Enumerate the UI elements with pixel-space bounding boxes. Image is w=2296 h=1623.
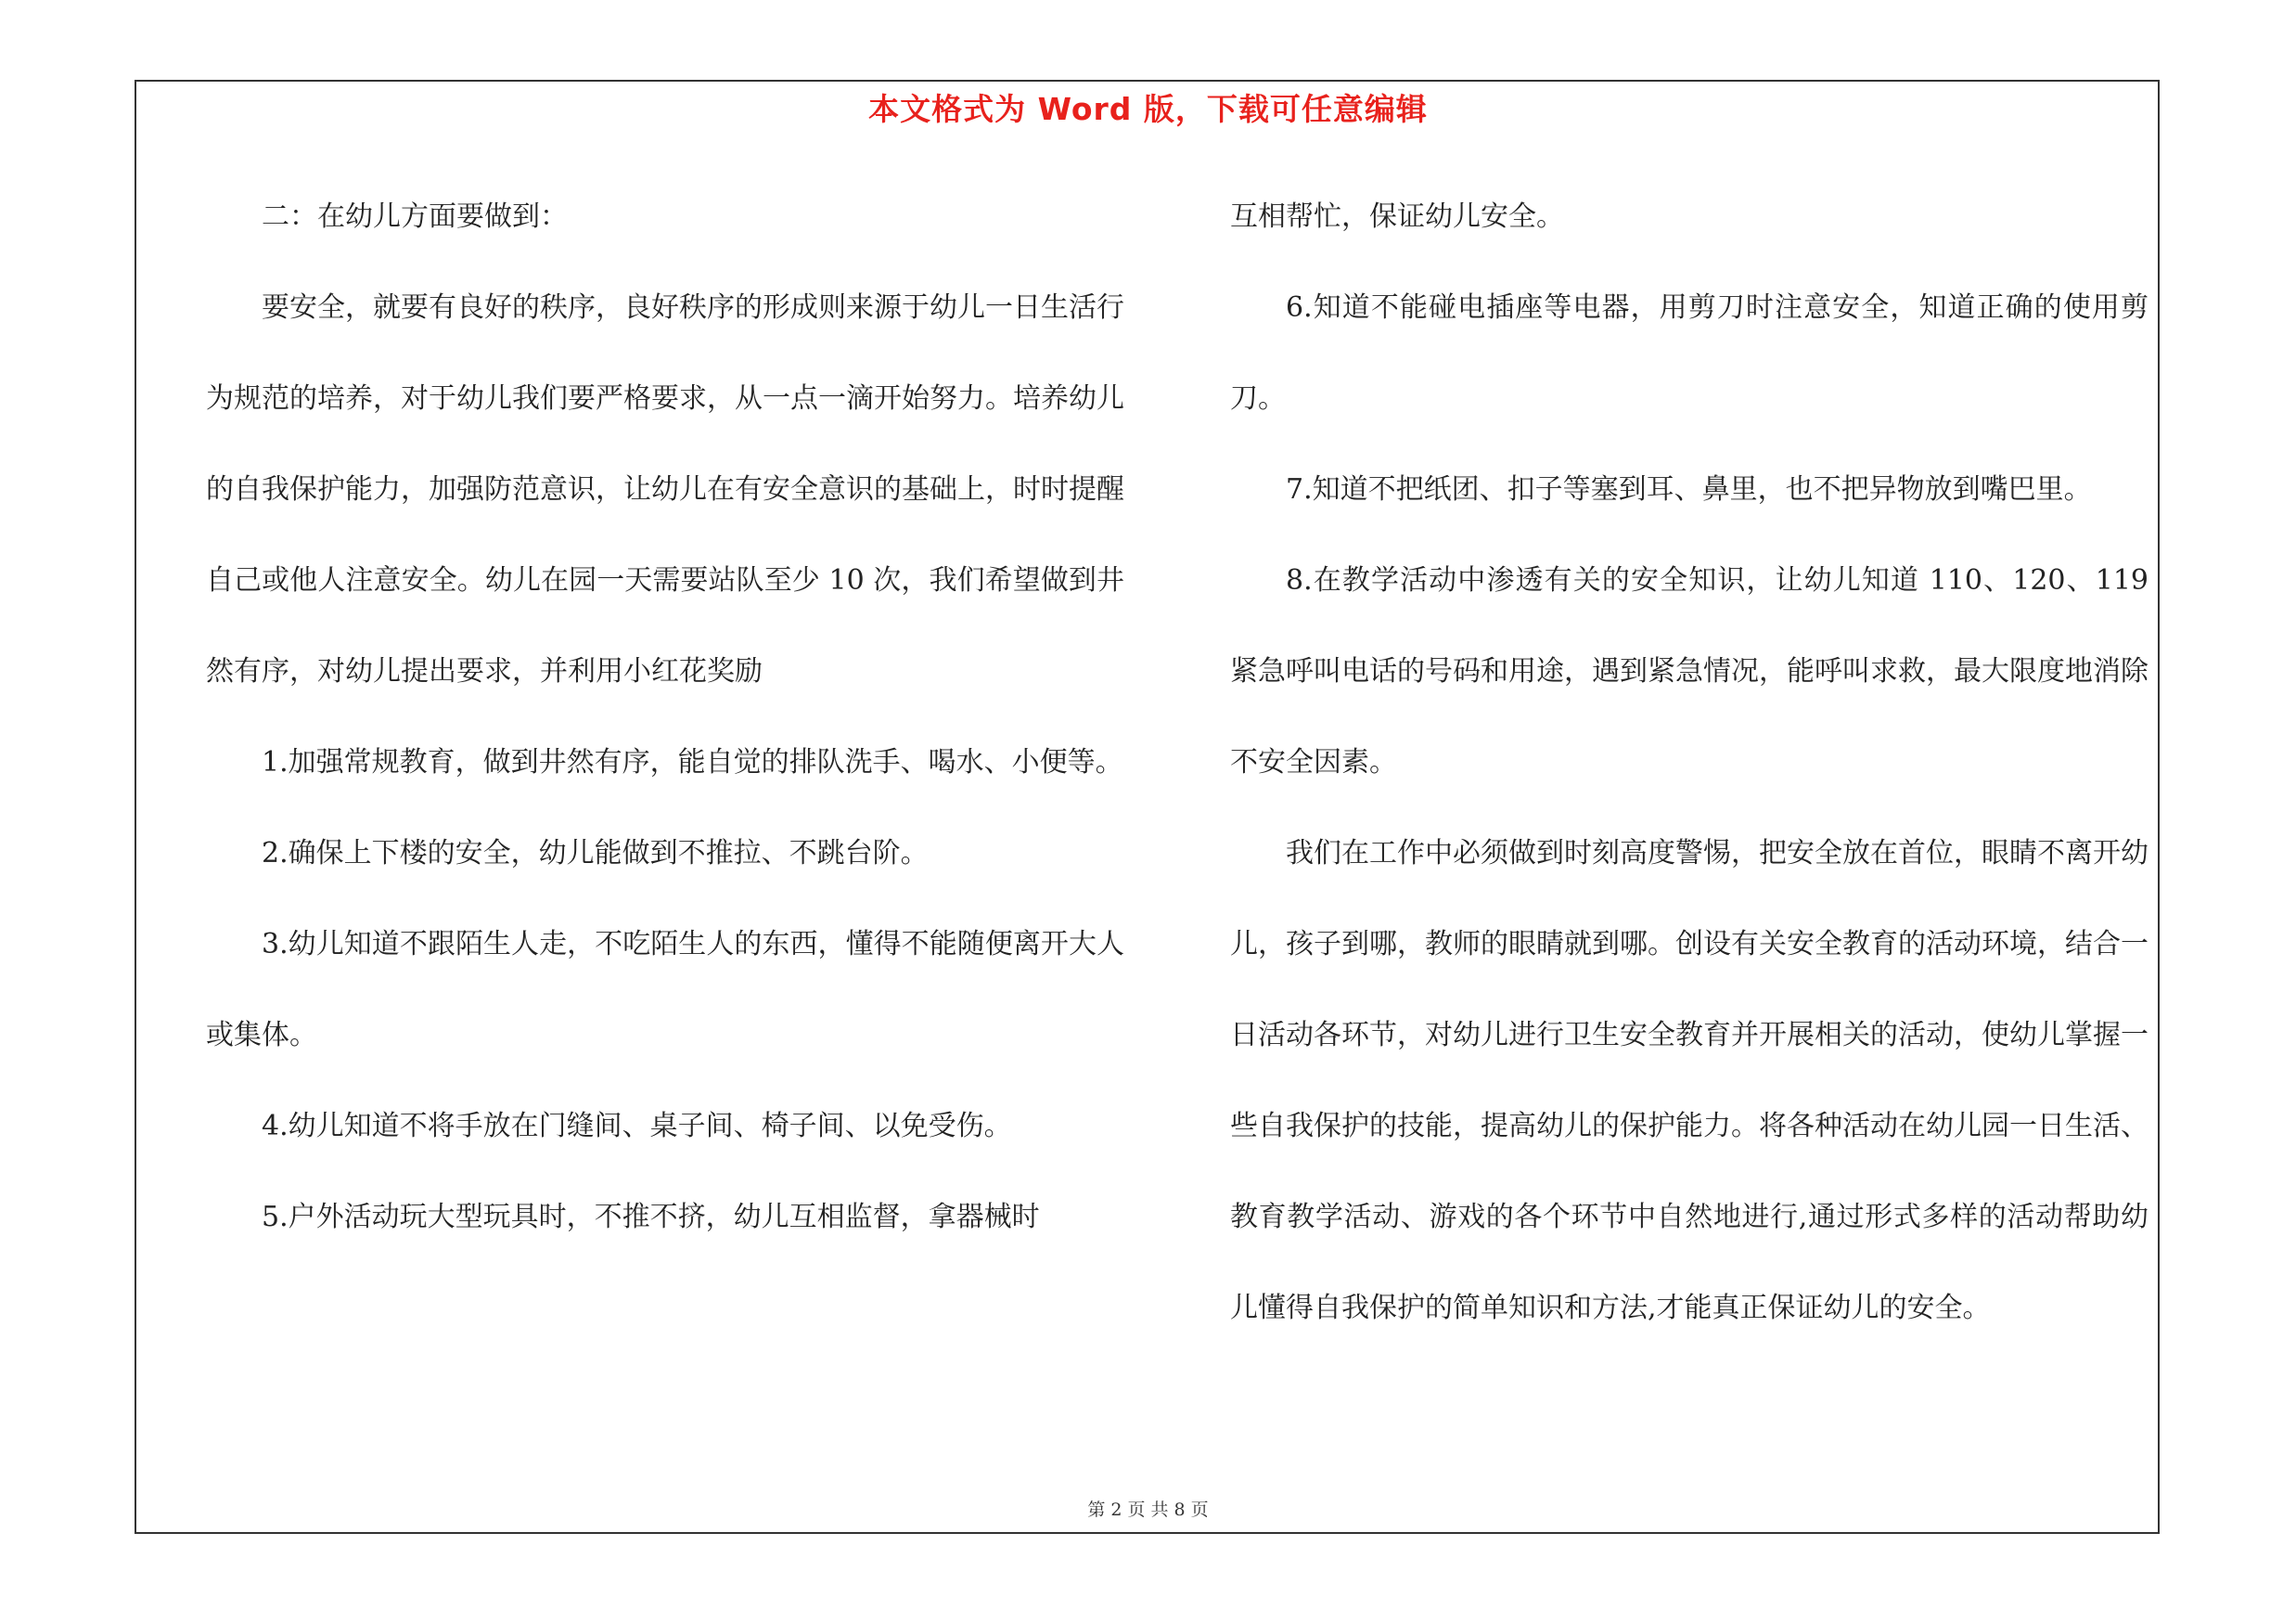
- list-item-7: 7.知道不把纸团、扣子等塞到耳、鼻里，也不把异物放到嘴巴里。: [1286, 473, 2092, 506]
- list-item-8: 8.在教学活动中渗透有关的安全知识，让幼儿知道 110、120、119 紧急呼叫电话的号码和用途，遇到紧急情况，能呼叫求救，最大限度地消除不安全因素。: [1230, 564, 2148, 779]
- section-heading: 二：在幼儿方面要做到：: [262, 200, 568, 233]
- list-item-4: 4.幼儿知道不将手放在门缝间、桌子间、椅子间、以免受伤。: [262, 1110, 1012, 1142]
- right-column: [1230, 172, 2148, 1354]
- left-column: [206, 172, 1124, 1263]
- closing-paragraph: 我们在工作中必须做到时刻高度警惕，把安全放在首位，眼睛不离开幼儿，孩子到哪，教师的眼睛就到哪。创设有关安全教育的活动环境，结合一日活动各环节，对幼儿进行卫生安全教育并开展相关的活动，使幼儿掌握一些自我保护的技能，提高幼儿的保护能力。将各种活动在幼儿园一日生活、教育教学活动、游戏的各个环节中自然地进行,通过形式多样的活动帮助幼儿懂得自我保护的简单知识和方法,才能真正保证幼儿的安全。: [1230, 837, 2148, 1324]
- list-item-1: 1.加强常规教育，做到井然有序，能自觉的排队洗手、喝水、小便等。: [262, 746, 1123, 779]
- list-item-5-continuation: 互相帮忙，保证幼儿安全。: [1230, 200, 1564, 233]
- list-item-2: 2.确保上下楼的安全，幼儿能做到不推拉、不跳台阶。: [262, 837, 929, 869]
- list-item-6: 6.知道不能碰电插座等电器，用剪刀时注意安全，知道正确的使用剪刀。: [1230, 291, 2148, 415]
- list-item-3: 3.幼儿知道不跟陌生人走，不吃陌生人的东西，懂得不能随便离开大人或集体。: [206, 928, 1124, 1051]
- page-number: 第 2 页 共 8 页: [1087, 1500, 1209, 1520]
- intro-paragraph: 要安全，就要有良好的秩序，良好秩序的形成则来源于幼儿一日生活行为规范的培养，对于幼儿我们要严格要求，从一点一滴开始努力。培养幼儿的自我保护能力，加强防范意识，让幼儿在有安全意识的基础上，时时提醒自己或他人注意安全。幼儿在园一天需要站队至少 10 次，我们希望做到井然有序，对幼儿提出要求，并利用小红花奖励: [206, 291, 1124, 688]
- format-banner: 本文格式为 Word 版，下载可任意编辑: [868, 91, 1428, 127]
- list-item-5: 5.户外活动玩大型玩具时，不推不挤，幼儿互相监督，拿器械时: [262, 1201, 1040, 1233]
